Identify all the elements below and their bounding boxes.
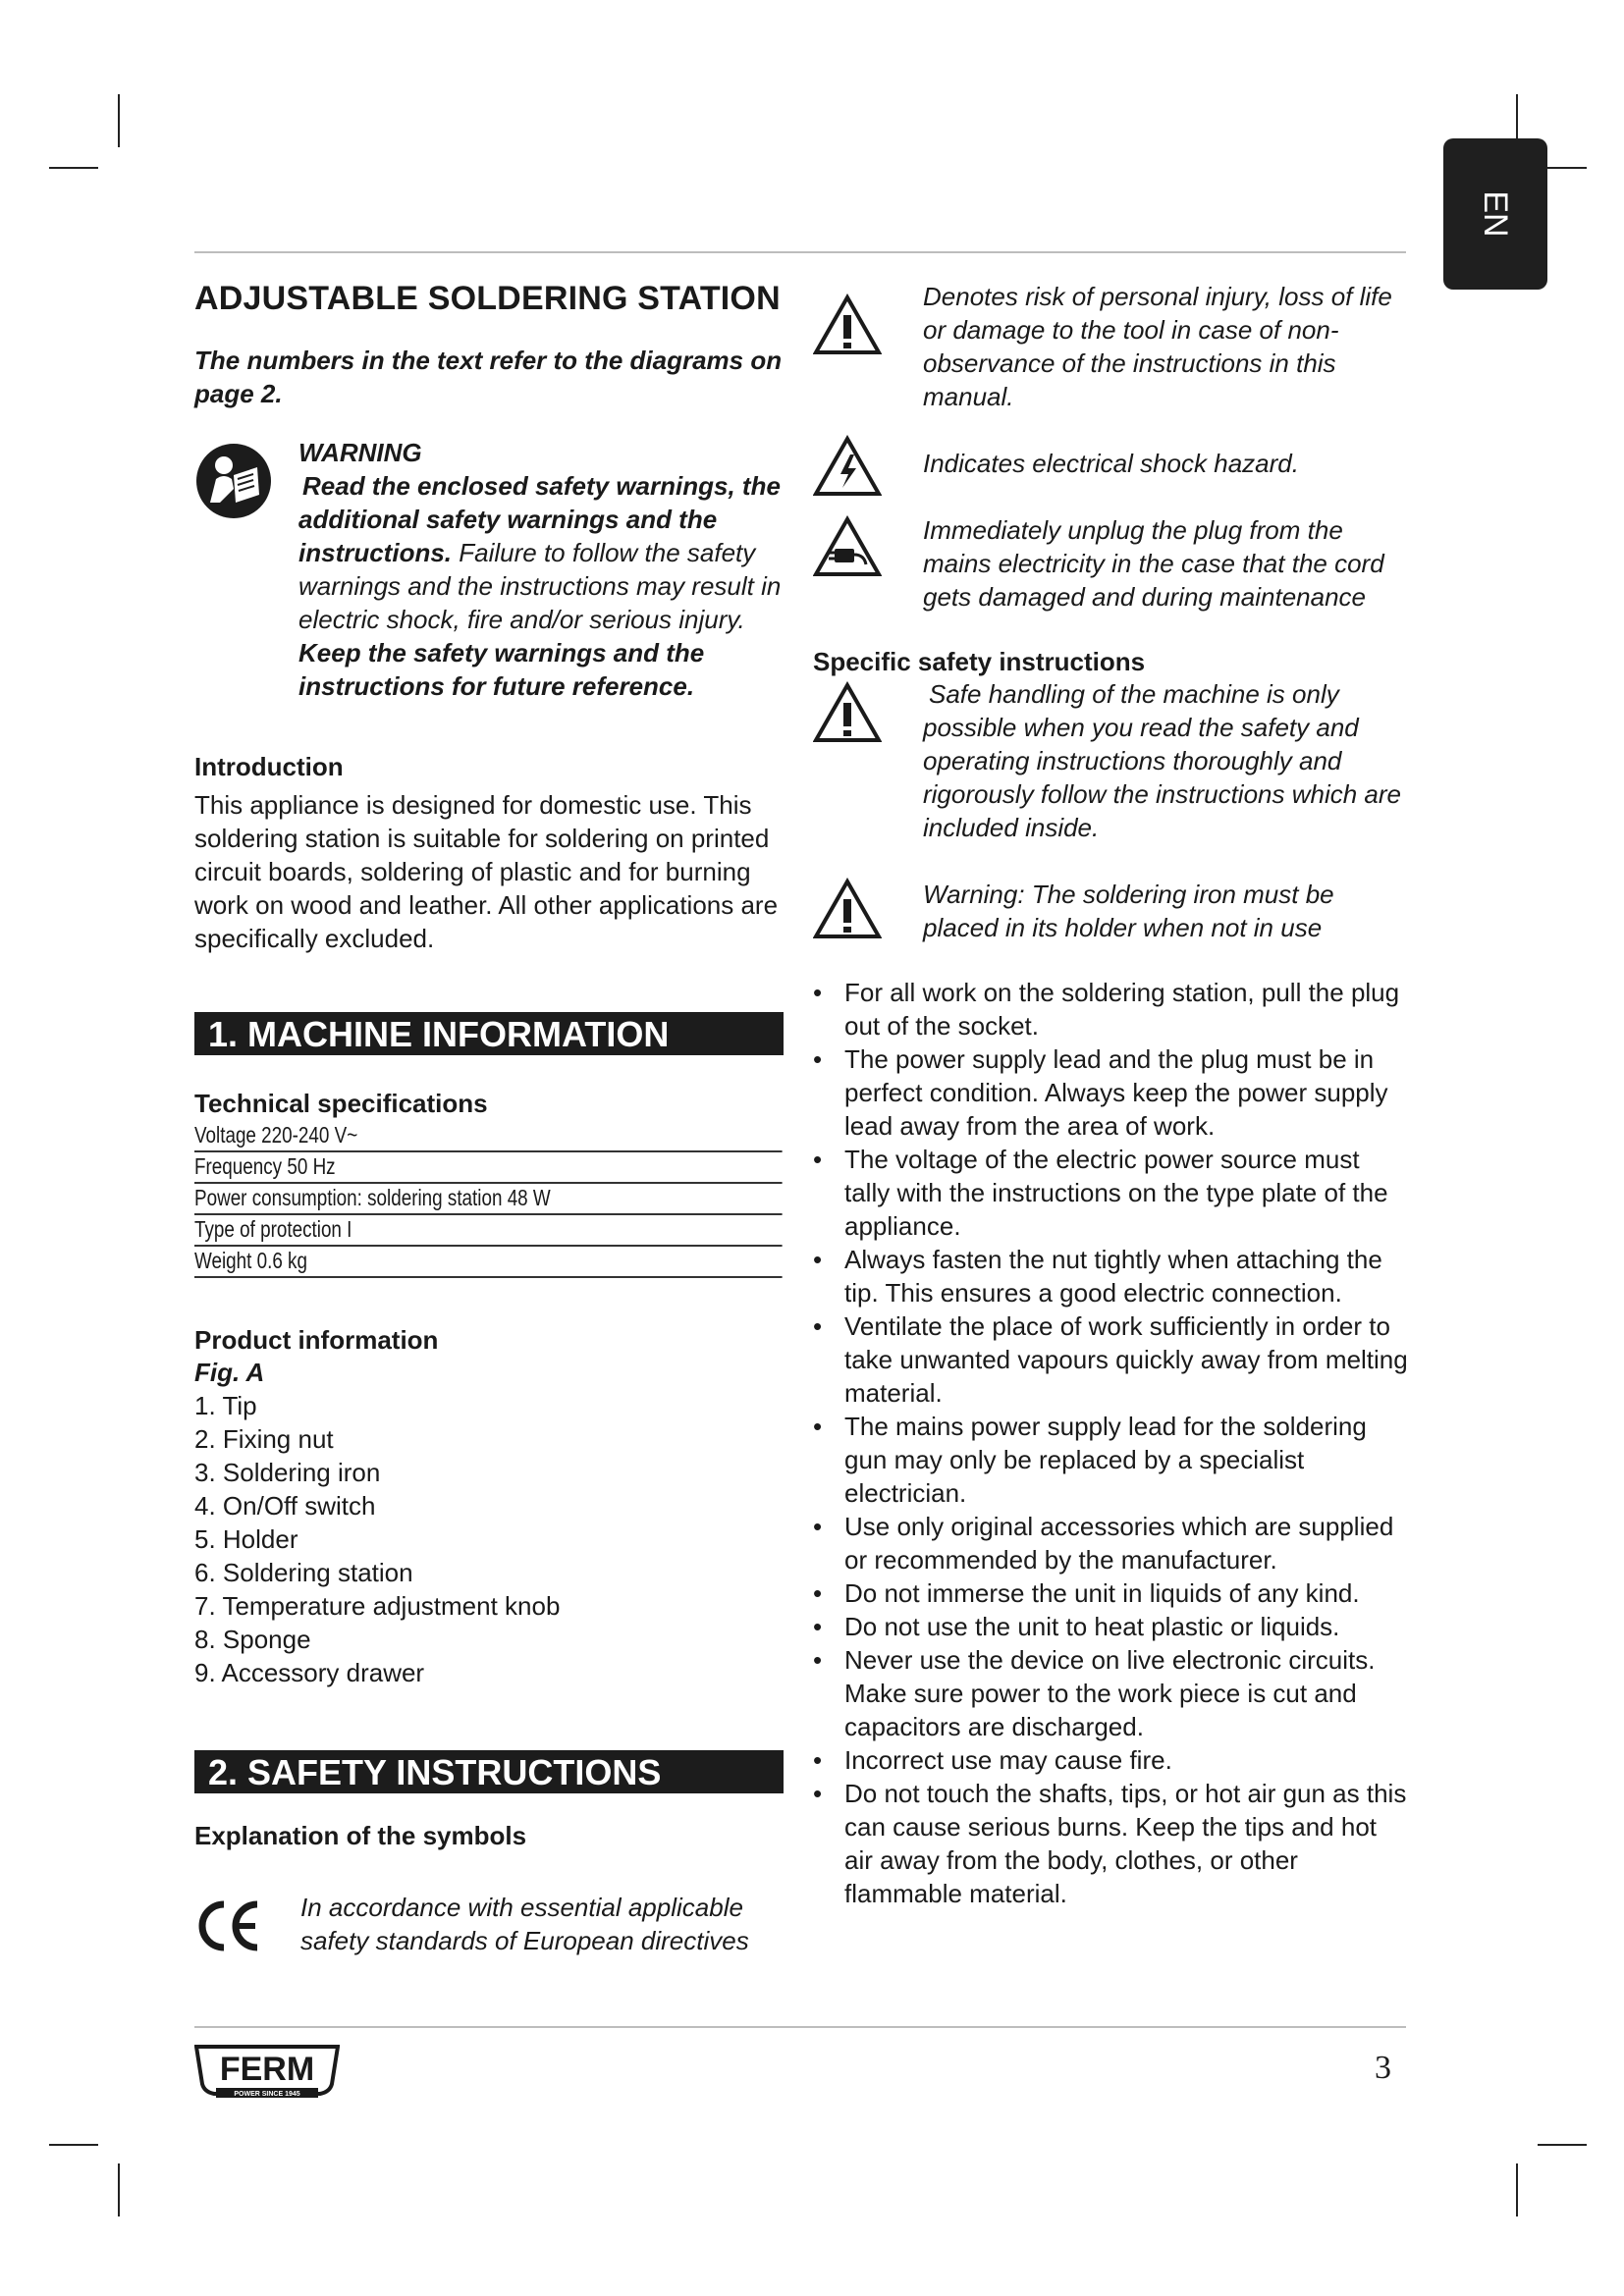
bottom-rule: [194, 2026, 1406, 2028]
page-number: 3: [1375, 2050, 1391, 2086]
right-column: [813, 280, 1412, 1910]
introduction-text: This appliance is designed for domestic use. This soldering station is suitable for soldering on printed circuit boards, soldering of plastic and for burning work on wood and leather. All other applications are specifically excluded.: [194, 790, 779, 953]
spec-row: Type of protection I: [194, 1215, 783, 1247]
list-item: • The power supply lead and the plug must be in perfect condition. Always keep the power supply lead away from the area of work.: [813, 1042, 1412, 1143]
warning-keep-text: Keep the safety warnings and the instructions for future reference.: [298, 638, 705, 701]
warning-body-text: Failure to follow the safety warnings and the instructions may result in electric shock, fire and/or serious injury.: [298, 538, 782, 634]
crop-mark: [118, 2163, 120, 2216]
introduction-heading: Introduction: [194, 752, 344, 781]
page-title: ADJUSTABLE SOLDERING STATION: [194, 280, 781, 317]
list-item: • Never use the device on live electronic circuits. Make sure power to the work piece is cut and capacitors are discharged.: [813, 1643, 1412, 1743]
electric-shock-icon: [813, 435, 882, 498]
list-item: • Incorrect use may cause fire.: [813, 1743, 1412, 1777]
ce-symbol-row: [194, 1891, 784, 1957]
crop-mark: [49, 2144, 98, 2146]
warning-triangle-icon: [813, 681, 882, 744]
symbol-row: [813, 280, 1412, 413]
diagram-note: The numbers in the text refer to the diagrams on page 2.: [194, 346, 783, 408]
symbol-text: Indicates electrical shock hazard.: [923, 449, 1299, 478]
warning-block: [194, 436, 784, 703]
ferm-logo: [194, 2041, 340, 2104]
spec-row: Frequency 50 Hz: [194, 1152, 783, 1184]
tech-specs-heading: Technical specifications: [194, 1089, 488, 1118]
crop-mark: [49, 167, 98, 169]
list-item: • Ventilate the place of work sufficiently in order to take unwanted vapours quickly away from melting material.: [813, 1309, 1412, 1410]
read-manual-icon: [194, 442, 273, 520]
spec-row: Power consumption: soldering station 48 W: [194, 1184, 783, 1215]
spec-row: Voltage 220-240 V~: [194, 1121, 783, 1152]
language-tab-label: EN: [1477, 190, 1514, 238]
crop-mark: [1516, 2163, 1518, 2216]
symbols-heading: Explanation of the symbols: [194, 1821, 527, 1850]
list-item: 5. Holder: [194, 1524, 298, 1554]
safety-instructions-banner: 2. SAFETY INSTRUCTIONS: [194, 1750, 784, 1793]
crop-mark: [118, 94, 120, 147]
warning-bold-text: Read the enclosed safety warnings, the additional safety warnings and the instructions.: [298, 471, 781, 567]
list-item: 8. Sponge: [194, 1625, 311, 1654]
list-item: 9. Accessory drawer: [194, 1658, 425, 1687]
list-item: 7. Temperature adjustment knob: [194, 1591, 561, 1621]
list-item: • Always fasten the nut tightly when attaching the tip. This ensures a good electric connection.: [813, 1243, 1412, 1309]
list-item: 4. On/Off switch: [194, 1491, 376, 1521]
list-item: • For all work on the soldering station, pull the plug out of the socket.: [813, 976, 1412, 1042]
specific-safety-heading: Specific safety instructions: [813, 647, 1146, 676]
list-item: • The mains power supply lead for the soldering gun may only be replaced by a specialist electrician.: [813, 1410, 1412, 1510]
machine-info-banner: 1. MACHINE INFORMATION: [194, 1012, 784, 1055]
list-item: • Use only original accessories which are supplied or recommended by the manufacturer.: [813, 1510, 1412, 1576]
warning-triangle-icon: [813, 294, 882, 356]
left-column: [194, 280, 784, 1957]
warning-heading: WARNING: [298, 438, 422, 467]
figure-label: Fig. A: [194, 1358, 265, 1387]
specific-note-text: Safe handling of the machine is only possible when you read the safety and operating instructions thoroughly and rigorously follow the instructions which are included inside.: [923, 679, 1401, 842]
list-item: 2. Fixing nut: [194, 1424, 334, 1454]
list-item: 3. Soldering iron: [194, 1458, 381, 1487]
list-item: 1. Tip: [194, 1391, 257, 1420]
specific-note-row: [813, 677, 1412, 844]
logo-text: FERM: [219, 2051, 315, 2088]
symbol-row: [813, 513, 1412, 614]
ce-text: In accordance with essential applicable safety standards of European directives: [300, 1893, 749, 1955]
spec-row: Weight 0.6 kg: [194, 1247, 783, 1278]
ce-mark-icon: [194, 1895, 263, 1957]
symbol-row: [813, 447, 1412, 480]
symbol-text: Immediately unplug the plug from the mains electricity in the case that the cord gets damaged and during maintenance: [923, 515, 1384, 612]
logo-tagline: POWER SINCE 1945: [234, 2091, 300, 2098]
holder-warning-row: [813, 878, 1412, 944]
unplug-icon: [813, 515, 882, 578]
spec-table: [194, 1121, 784, 1278]
holder-warning-text: Warning: The soldering iron must be placed in its holder when not in use: [923, 880, 1334, 942]
top-rule: [194, 251, 1406, 253]
list-item: • Do not immerse the unit in liquids of any kind.: [813, 1576, 1412, 1610]
list-item: • The voltage of the electric power source must tally with the instructions on the type plate of the appliance.: [813, 1143, 1412, 1243]
parts-list: [194, 1389, 784, 1689]
symbol-text: Denotes risk of personal injury, loss of life or damage to the tool in case of non-observance of the instructions in this manual.: [923, 282, 1392, 411]
language-tab: [1443, 138, 1547, 290]
product-info-heading: Product information: [194, 1325, 439, 1355]
list-item: 6. Soldering station: [194, 1558, 413, 1587]
warning-triangle-icon: [813, 878, 882, 940]
crop-mark: [1538, 2144, 1587, 2146]
list-item: • Do not use the unit to heat plastic or liquids.: [813, 1610, 1412, 1643]
safety-bullet-list: [813, 976, 1412, 1910]
list-item: • Do not touch the shafts, tips, or hot air gun as this can cause serious burns. Keep the tips and hot air away from the body, clothes, or other flammable material.: [813, 1777, 1412, 1910]
